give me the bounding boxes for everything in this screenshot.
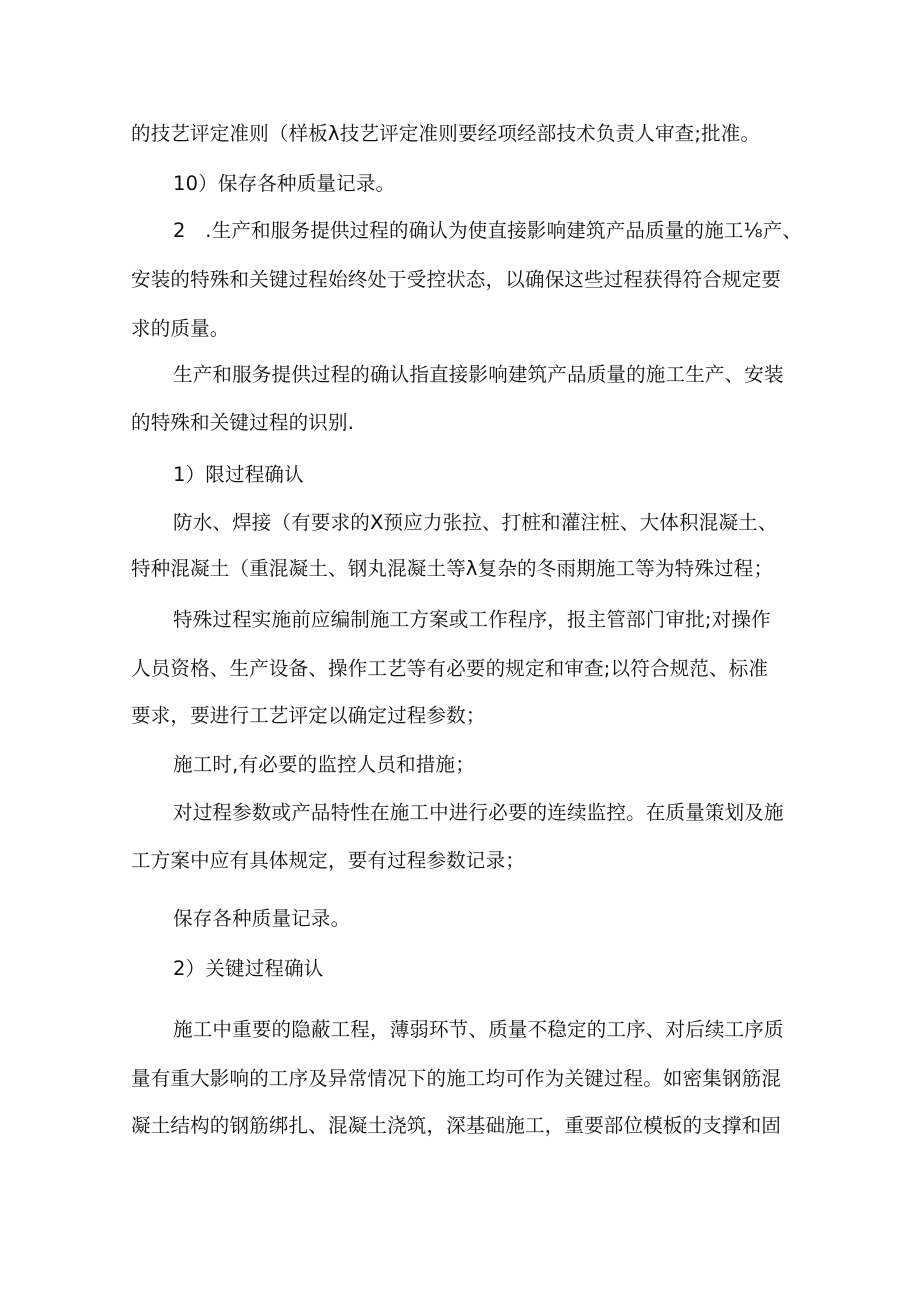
text-line-7: 的特殊和关键过程的识别. (131, 411, 355, 434)
text-line-18: 2）关键过程确认 (173, 957, 324, 980)
text-line-21: 凝土结构的钢筋绑扎、混凝土浇筑，深基础施工，重要部位模板的支撑和固 (131, 1114, 782, 1137)
text-line-6: 生产和服务提供过程的确认指直接影响建筑产品质量的施工生产、安装 (173, 363, 784, 386)
text-line-14: 施工时,有必要的监控人员和措施； (173, 753, 475, 776)
text-line-10: 特种混凝土（重混凝土、钢丸混凝土等λ复杂的冬雨期施工等为特殊过程； (131, 557, 774, 580)
text-line-2: 10）保存各种质量记录。 (173, 172, 396, 195)
text-line-17: 保存各种质量记录。 (173, 907, 351, 930)
text-line-19: 施工中重要的隐蔽工程，薄弱环节、质量不稳定的工序、对后续工序质 (173, 1018, 784, 1041)
text-line-9: 防水、焊接（有要求的X预应力张拉、打桩和灌注桩、大体积混凝土、 (173, 511, 778, 534)
text-line-5: 求的质量。 (131, 317, 230, 340)
text-line-3: 2 .生产和服务提供过程的确认为使直接影响建筑产品质量的施工⅛产、 (173, 219, 803, 242)
text-line-1: 的技艺评定准则（样板λ技艺评定准则要经项经部技术负责人审查;批准。 (131, 122, 761, 145)
text-line-15: 对过程参数或产品特性在施工中进行必要的连续监控。在质量策划及施 (173, 801, 784, 824)
text-line-11: 特殊过程实施前应编制施工方案或工作程序，报主管部门审批;对操作 (173, 608, 771, 631)
text-line-16: 工方案中应有具体规定，要有过程参数记录； (131, 849, 526, 872)
text-line-12: 人员资格、生产设备、操作工艺等有必要的规定和审查;以符合规范、标准 (131, 657, 769, 680)
text-line-20: 量有重大影响的工序及异常情况下的施工均可作为关键过程。如密集钢筋混 (131, 1067, 782, 1090)
text-line-13: 要求，要进行工艺评定以确定过程参数； (131, 704, 486, 727)
text-line-4: 安装的特殊和关键过程始终处于受控状态，以确保这些过程获得符合规定要 (131, 268, 782, 291)
text-line-8: 1）限过程确认 (173, 463, 304, 486)
